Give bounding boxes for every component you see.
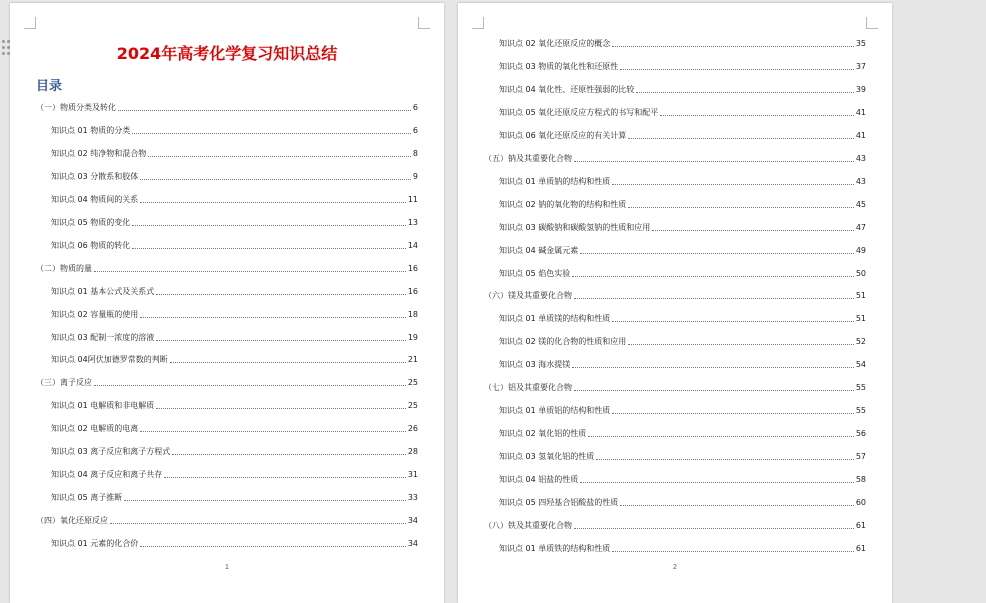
toc-item-entry[interactable] bbox=[499, 335, 866, 347]
toc-entry-label: 知识点 04 物质间的关系 bbox=[51, 194, 139, 204]
toc-entry-label: （四）氧化还原反应 bbox=[36, 516, 108, 526]
toc-dot-leader bbox=[612, 550, 854, 552]
toc-entry-page-number: 61 bbox=[855, 520, 866, 530]
toc-item-entry[interactable] bbox=[499, 106, 866, 118]
toc-entry-label: 知识点 05 四羟基合铝酸盐的性质 bbox=[499, 498, 619, 507]
toc-dot-leader bbox=[110, 522, 406, 524]
toc-item-entry[interactable] bbox=[499, 542, 866, 554]
toc-entry-label: 知识点 01 单质钠的结构和性质 bbox=[499, 176, 611, 186]
toc-entry-label: 知识点 03 海水提镁 bbox=[499, 360, 571, 370]
toc-entry-page-number: 43 bbox=[855, 153, 866, 163]
toc-entry-page-number: 35 bbox=[855, 39, 866, 48]
toc-dot-leader bbox=[612, 412, 854, 414]
toc-entry-page-number: 57 bbox=[855, 452, 866, 462]
toc-entry-label: 知识点 04 碱金属元素 bbox=[499, 245, 579, 255]
toc-entry-page-number: 55 bbox=[855, 406, 866, 416]
page-number: 2 bbox=[673, 564, 677, 571]
toc-item-entry[interactable] bbox=[51, 537, 418, 549]
toc-entry-page-number: 58 bbox=[855, 475, 866, 485]
toc-entry-page-number: 47 bbox=[855, 222, 866, 232]
toc-dot-leader bbox=[628, 206, 854, 208]
toc-item-entry[interactable] bbox=[499, 427, 866, 439]
toc-entry-page-number: 26 bbox=[407, 424, 418, 434]
toc-item-entry[interactable] bbox=[499, 496, 866, 508]
document-title: 2024年高考化学复习知识总结 bbox=[116, 44, 338, 63]
toc-entry-label: （七）铝及其重要化合物 bbox=[484, 383, 572, 393]
toc-dot-leader bbox=[94, 270, 406, 272]
toc-entry-page-number: 54 bbox=[855, 360, 866, 370]
toc-entry-label: 知识点 02 电解质的电离 bbox=[51, 424, 139, 434]
toc-dot-leader bbox=[652, 229, 854, 231]
toc-entry-label: 知识点 06 物质的转化 bbox=[51, 240, 131, 250]
toc-dot-leader bbox=[636, 91, 854, 93]
toc-dot-leader bbox=[132, 224, 406, 226]
toc-dot-leader bbox=[132, 132, 411, 134]
toc-item-entry[interactable] bbox=[51, 353, 418, 365]
toc-dot-leader bbox=[628, 343, 854, 345]
toc-dot-leader bbox=[574, 389, 854, 391]
toc-entry-label: 知识点 01 物质的分类 bbox=[51, 125, 131, 135]
toc-section-entry[interactable] bbox=[36, 514, 418, 526]
toc-entry-page-number: 50 bbox=[855, 268, 866, 278]
toc-dot-leader bbox=[118, 109, 411, 111]
toc-entry-label: 知识点 02 镁的化合物的性质和应用 bbox=[499, 337, 627, 347]
toc-dot-leader bbox=[596, 458, 854, 460]
toc-item-entry[interactable] bbox=[499, 244, 866, 256]
toc-entry-page-number: 34 bbox=[407, 539, 418, 549]
toc-entry-page-number: 60 bbox=[855, 498, 866, 507]
toc-entry-page-number: 51 bbox=[855, 314, 866, 324]
toc-entry-label: 知识点 01 电解质和非电解质 bbox=[51, 401, 155, 411]
toc-dot-leader bbox=[572, 275, 854, 277]
toc-item-entry[interactable] bbox=[51, 147, 418, 159]
toc-entry-page-number: 6 bbox=[412, 103, 418, 112]
toc-dot-leader bbox=[620, 504, 854, 506]
toc-dot-leader bbox=[574, 527, 854, 529]
toc-entry-label: 知识点 05 焰色实验 bbox=[499, 268, 571, 278]
toc-entry-page-number: 18 bbox=[407, 309, 418, 319]
toc-entry-label: 知识点 03 分散系和胶体 bbox=[51, 171, 139, 181]
toc-entry-page-number: 14 bbox=[407, 240, 418, 250]
toc-entry-page-number: 16 bbox=[407, 263, 418, 273]
toc-entry-page-number: 37 bbox=[855, 61, 866, 71]
toc-entry-label: 知识点 05 离子推断 bbox=[51, 493, 123, 503]
toc-dot-leader bbox=[140, 430, 406, 432]
toc-item-entry[interactable] bbox=[499, 198, 866, 210]
toc-section-entry[interactable] bbox=[484, 519, 866, 531]
toc-dot-leader bbox=[588, 435, 854, 437]
toc-entry-page-number: 52 bbox=[855, 337, 866, 347]
toc-entry-label: 知识点 03 物质的氧化性和还原性 bbox=[499, 61, 619, 71]
toc-dot-leader bbox=[156, 293, 406, 295]
toc-dot-leader bbox=[124, 499, 406, 501]
toc-entry-label: 知识点 03 配制一浓度的溶液 bbox=[51, 332, 155, 342]
toc-item-entry[interactable] bbox=[499, 221, 866, 233]
toc-entry-label: 知识点 02 纯净物和混合物 bbox=[51, 148, 147, 158]
toc-dot-leader bbox=[620, 68, 854, 70]
toc-entry-page-number: 56 bbox=[855, 429, 866, 439]
toc-entry-label: 知识点 01 单质铁的结构和性质 bbox=[499, 543, 611, 553]
toc-item-entry[interactable] bbox=[51, 239, 418, 251]
toc-item-entry[interactable] bbox=[51, 445, 418, 457]
toc-entry-label: （三）离子反应 bbox=[36, 378, 92, 388]
toc-item-entry[interactable] bbox=[51, 422, 418, 434]
toc-dot-leader bbox=[574, 160, 854, 162]
toc-item-entry[interactable] bbox=[499, 312, 866, 324]
margin-corner-mark bbox=[472, 17, 484, 29]
toc-item-entry[interactable] bbox=[51, 193, 418, 205]
toc-entry-label: 知识点 01 单质镁的结构和性质 bbox=[499, 314, 611, 324]
toc-entry-label: （八）铁及其重要化合物 bbox=[484, 520, 572, 530]
toc-item-entry[interactable] bbox=[51, 399, 418, 411]
toc-item-entry[interactable] bbox=[51, 170, 418, 182]
toc-entry-page-number: 51 bbox=[855, 291, 866, 301]
toc-entry-page-number: 45 bbox=[855, 199, 866, 209]
toc-item-entry[interactable] bbox=[51, 491, 418, 503]
toc-item-entry[interactable] bbox=[499, 404, 866, 416]
toc-entry-label: （五）钠及其重要化合物 bbox=[484, 153, 572, 163]
toc-entry-page-number: 43 bbox=[855, 176, 866, 186]
toc-dot-leader bbox=[140, 201, 406, 203]
toc-entry-label: （六）镁及其重要化合物 bbox=[484, 291, 572, 301]
toc-dot-leader bbox=[140, 545, 406, 547]
toc-dot-leader bbox=[172, 453, 406, 455]
toc-dot-leader bbox=[164, 476, 406, 478]
toc-entry-page-number: 25 bbox=[407, 401, 418, 411]
toc-entry-label: 知识点 04 铝盐的性质 bbox=[499, 475, 579, 485]
margin-corner-mark bbox=[24, 17, 36, 29]
toc-entry-label: 知识点 05 氧化还原反应方程式的书写和配平 bbox=[499, 107, 659, 117]
toc-heading: 目录 bbox=[36, 79, 63, 94]
toc-dot-leader bbox=[140, 178, 411, 180]
toc-entry-label: 知识点 03 碳酸钠和碳酸氢钠的性质和应用 bbox=[499, 222, 651, 232]
toc-dot-leader bbox=[572, 366, 854, 368]
toc-dot-leader bbox=[94, 384, 406, 386]
toc-entry-label: 知识点 01 单质铝的结构和性质 bbox=[499, 406, 611, 416]
toc-item-entry[interactable] bbox=[499, 450, 866, 462]
toc-dot-leader bbox=[612, 183, 854, 185]
toc-item-entry[interactable] bbox=[51, 331, 418, 343]
toc-section-entry[interactable] bbox=[484, 152, 866, 164]
toc-entry-page-number: 21 bbox=[407, 355, 418, 365]
toc-entry-label: 知识点 03 氢氧化铝的性质 bbox=[499, 452, 595, 462]
toc-entry-label: 知识点 01 元素的化合价 bbox=[51, 539, 139, 549]
toc-section-entry[interactable] bbox=[484, 381, 866, 393]
toc-section-entry[interactable] bbox=[36, 376, 418, 388]
toc-entry-label: 知识点 06 氧化还原反应的有关计算 bbox=[499, 130, 627, 140]
document-page-2[interactable] bbox=[458, 3, 892, 603]
toc-dot-leader bbox=[148, 155, 411, 157]
toc-section-entry[interactable] bbox=[36, 262, 418, 274]
toc-item-entry[interactable] bbox=[499, 358, 866, 370]
toc-item-entry[interactable] bbox=[499, 60, 866, 72]
margin-corner-mark bbox=[866, 17, 878, 29]
toc-entry-label: （二）物质的量 bbox=[36, 263, 92, 273]
toc-dot-leader bbox=[574, 297, 854, 299]
toc-entry-page-number: 6 bbox=[412, 125, 418, 135]
toc-item-entry[interactable] bbox=[499, 473, 866, 485]
toc-dot-leader bbox=[580, 481, 854, 483]
page-number: 1 bbox=[225, 564, 229, 571]
toc-dot-leader bbox=[612, 45, 854, 47]
toc-entry-label: 知识点 01 基本公式及关系式 bbox=[51, 286, 155, 296]
toc-dot-leader bbox=[140, 316, 406, 318]
toc-item-entry[interactable] bbox=[51, 468, 418, 480]
margin-corner-mark bbox=[418, 17, 430, 29]
toc-item-entry[interactable] bbox=[499, 267, 866, 279]
toc-entry-page-number: 25 bbox=[407, 378, 418, 388]
toc-item-entry[interactable] bbox=[51, 216, 418, 228]
document-page-1[interactable] bbox=[10, 3, 444, 603]
toc-item-entry[interactable] bbox=[51, 124, 418, 136]
toc-item-entry[interactable] bbox=[51, 285, 418, 297]
toc-entry-page-number: 19 bbox=[407, 332, 418, 342]
toc-entry-label: 知识点 04 氧化性、还原性强弱的比较 bbox=[499, 84, 635, 94]
toc-dot-leader bbox=[170, 361, 406, 363]
toc-entry-label: 知识点 05 物质的变化 bbox=[51, 217, 131, 227]
toc-entry-label: 知识点 02 容量瓶的使用 bbox=[51, 309, 139, 319]
toc-entry-page-number: 41 bbox=[855, 107, 866, 117]
toc-entry-label: （一）物质分类及转化 bbox=[36, 103, 116, 112]
toc-entry-page-number: 28 bbox=[407, 447, 418, 457]
toc-entry-page-number: 13 bbox=[407, 217, 418, 227]
toc-dot-leader bbox=[132, 247, 406, 249]
toc-entry-label: 知识点 04 离子反应和离子共存 bbox=[51, 470, 163, 480]
toc-entry-page-number: 61 bbox=[855, 543, 866, 553]
toc-entry-page-number: 9 bbox=[412, 171, 418, 181]
toc-entry-label: 知识点 02 氧化铝的性质 bbox=[499, 429, 587, 439]
toc-entry-page-number: 34 bbox=[407, 516, 418, 526]
toc-item-entry[interactable] bbox=[499, 83, 866, 95]
toc-dot-leader bbox=[628, 137, 854, 139]
toc-item-entry[interactable] bbox=[499, 129, 866, 141]
toc-item-entry[interactable] bbox=[499, 175, 866, 187]
toc-entry-page-number: 49 bbox=[855, 245, 866, 255]
toc-entry-page-number: 41 bbox=[855, 130, 866, 140]
toc-entry-page-number: 33 bbox=[407, 493, 418, 503]
toc-entry-page-number: 8 bbox=[412, 148, 418, 158]
toc-item-entry[interactable] bbox=[51, 308, 418, 320]
toc-entry-page-number: 16 bbox=[407, 286, 418, 296]
toc-entry-label: 知识点 03 离子反应和离子方程式 bbox=[51, 447, 171, 457]
toc-entry-label: 知识点 04阿伏加德罗常数的判断 bbox=[51, 355, 168, 365]
toc-section-entry[interactable] bbox=[36, 101, 418, 113]
toc-dot-leader bbox=[612, 320, 854, 322]
toc-dot-leader bbox=[156, 339, 406, 341]
toc-entry-page-number: 31 bbox=[407, 470, 418, 480]
toc-section-entry[interactable] bbox=[484, 289, 866, 301]
toc-dot-leader bbox=[156, 407, 406, 409]
toc-entry-page-number: 55 bbox=[855, 383, 866, 393]
toc-dot-leader bbox=[660, 114, 854, 116]
toc-entry-label: 知识点 02 钠的氧化物的结构和性质 bbox=[499, 199, 627, 209]
toc-entry-page-number: 11 bbox=[407, 194, 418, 204]
toc-dot-leader bbox=[580, 252, 854, 254]
toc-item-entry[interactable] bbox=[499, 37, 866, 49]
toc-entry-page-number: 39 bbox=[855, 84, 866, 94]
toc-entry-label: 知识点 02 氧化还原反应的概念 bbox=[499, 39, 611, 48]
